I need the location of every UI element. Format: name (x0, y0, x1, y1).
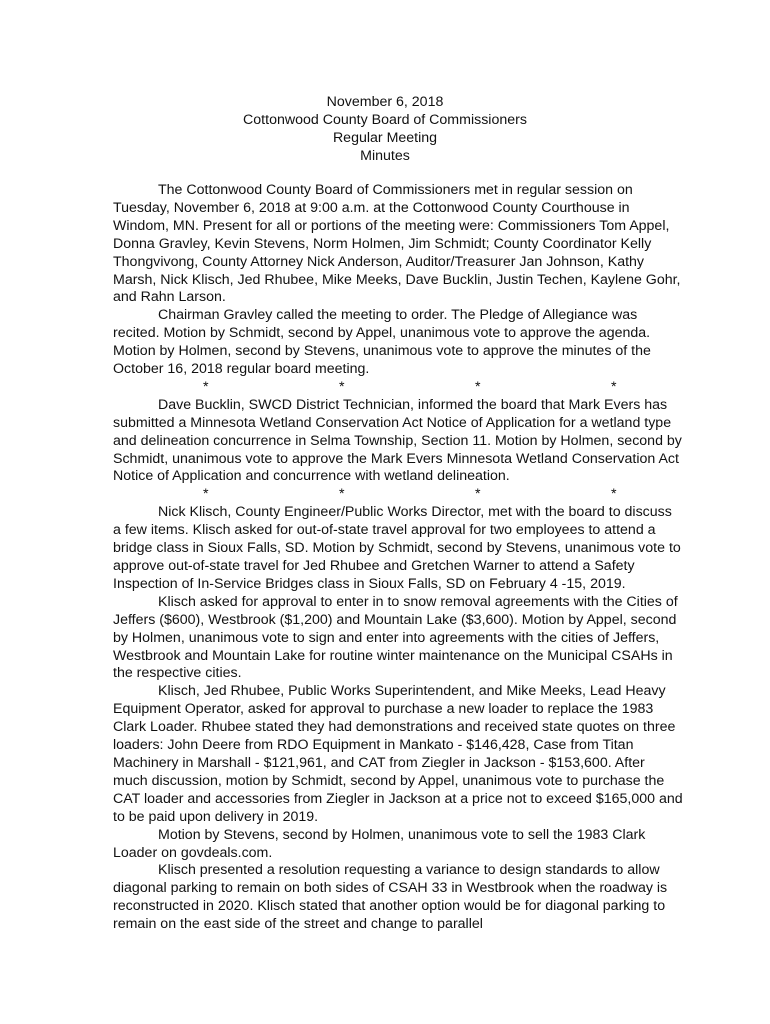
section-separator (113, 486, 683, 504)
separator-star: * (203, 486, 209, 503)
document-header (0, 93, 770, 165)
document-type: Minutes (360, 148, 410, 164)
paragraph-parking-variance: Klisch presented a resolution requesting a variance to design standards to allow diagonal parking to remain on both sides of CSAH 33 in Westbrook when the roadway is reconstructed in 2020. Klisch stated that another option would be for diagonal parking to remain on the east side of the street and change to parallel (113, 862, 668, 933)
separator-star: * (611, 378, 617, 395)
separator-star: * (475, 486, 481, 503)
paragraph-snow-removal: Klisch asked for approval to enter in to snow removal agreements with the Cities of Jeffers ($600), Westbrook ($1,200) and Mountain Lake ($3,600). Motion by Appel, second by Holmen, unanimous vote to sign and enter into agreements with the cities of Jeffers, Westbrook and Mountain Lake for routine winter maintenance on the Municipal CSAHs in the respective cities. (113, 593, 678, 682)
separator-star: * (475, 378, 481, 395)
minutes-body (113, 182, 683, 934)
paragraph-call-to-order: Chairman Gravley called the meeting to order. The Pledge of Allegiance was recited. Motion by Schmidt, second by Appel, unanimous vote to approve the agenda. Motion by Holmen, second by Stevens, unanimous vote to approve the minutes of the October 16, 2018 regular board meeting. (113, 307, 651, 378)
paragraph-attendance: The Cottonwood County Board of Commissioners met in regular session on Tuesday, November 6, 2018 at 9:00 a.m. at the Cottonwood County Courthouse in Windom, MN. Present for all or portions of the meeting were: Commissioners Tom Appel, Donna Gravley, Kevin Stevens, Norm Holmen, Jim Schmidt; County Coordinator Kelly Thongvivong, County Attorney Nick Anderson, Auditor/Treasurer Jan Johnson, Kathy Marsh, Nick Klisch, Jed Rhubee, Mike Meeks, Dave Bucklin, Justin Techen, Kaylene Gohr, and Rahn Larson. (113, 182, 681, 306)
paragraph-public-works-travel: Nick Klisch, County Engineer/Public Works Director, met with the board to discuss a few items. Klisch asked for out-of-state travel approval for two employees to attend a bridge class in Sioux Falls, SD. Motion by Schmidt, second by Stevens, unanimous vote to approve out-of-state travel for Jed Rhubee and Gretchen Warner to attend a Safety Inspection of In-Service Bridges class in Sioux Falls, SD on February 4 -15, 2019. (113, 504, 681, 592)
paragraph-loader-sale: Motion by Stevens, second by Holmen, unanimous vote to sell the 1983 Clark Loader on govdeals.com. (113, 826, 646, 861)
separator-star: * (339, 486, 345, 503)
paragraph-swcd: Dave Bucklin, SWCD District Technician, informed the board that Mark Evers has submitted a Minnesota Wetland Conservation Act Notice of Application for a wetland type and delineation concurrence in Selma Township, Section 11. Motion by Holmen, second by Schmidt, unanimous vote to approve the Mark Evers Minnesota Wetland Conservation Act Notice of Application and concurrence with wetland delineation. (113, 396, 682, 485)
meeting-date: November 6, 2018 (326, 94, 444, 110)
separator-star: * (339, 378, 345, 395)
separator-star: * (203, 378, 209, 395)
separator-star: * (611, 486, 617, 503)
board-name: Cottonwood County Board of Commissioners (243, 112, 527, 128)
paragraph-loader-purchase: Klisch, Jed Rhubee, Public Works Superintendent, and Mike Meeks, Lead Heavy Equipment Operator, asked for approval to purchase a new loader to replace the 1983 Clark Loader. Rhubee stated they had demonstrations and received state quotes on three loaders: John Deere from RDO Equipment in Mankato - $146,428, Case from Titan Machinery in Marshall - $121,961, and CAT from Ziegler in Jackson - $153,600. After much discussion, motion by Schmidt, second by Appel, unanimous vote to purchase the CAT loader and accessories from Ziegler in Jackson at a price not to exceed $165,000 and to be paid upon delivery in 2019. (113, 683, 683, 825)
section-separator (113, 379, 683, 397)
meeting-type: Regular Meeting (332, 130, 438, 146)
